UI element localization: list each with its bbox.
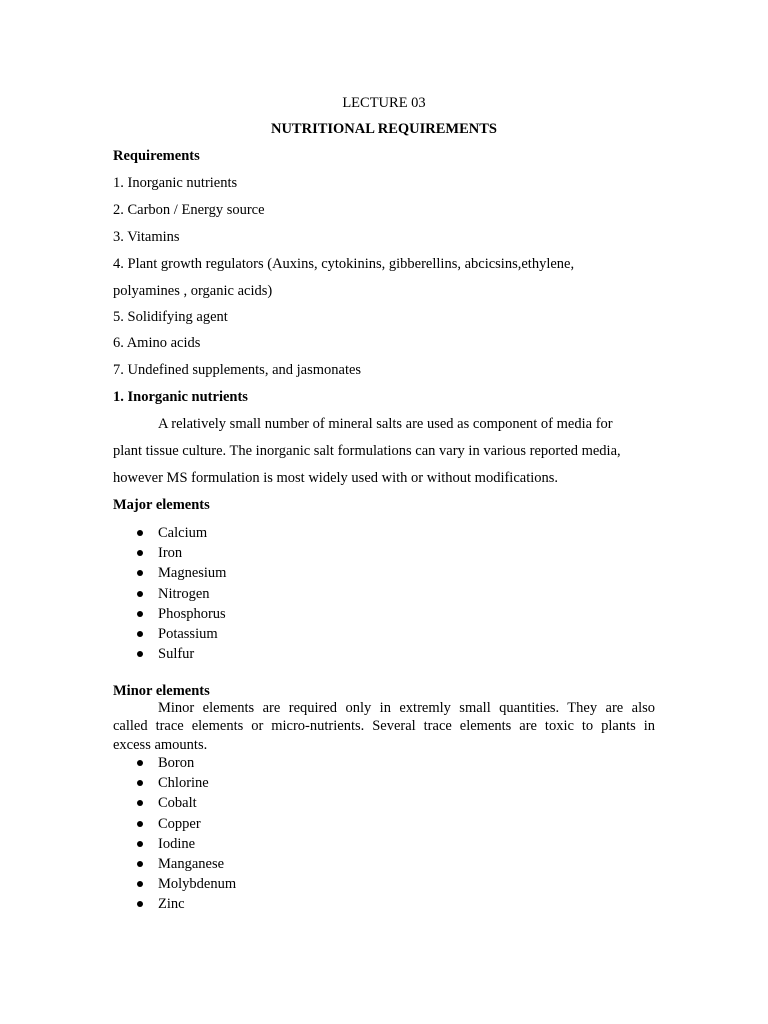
bullet-icon xyxy=(137,901,143,907)
list-item: Zinc xyxy=(113,897,236,917)
list-item: Cobalt xyxy=(113,796,236,816)
minor-paragraph-line: called trace elements or micro-nutrients. Several trace elements are toxic to plants in xyxy=(113,718,655,734)
requirements-heading: Requirements xyxy=(113,148,200,164)
bullet-icon xyxy=(137,530,143,536)
list-item: Phosphorus xyxy=(113,607,226,627)
list-item: Potassium xyxy=(113,627,226,647)
list-item: Chlorine xyxy=(113,776,236,796)
inorganic-paragraph-line: A relatively small number of mineral salts are used as component of media for xyxy=(158,416,613,432)
requirement-item: 6. Amino acids xyxy=(113,335,201,351)
list-item: Sulfur xyxy=(113,647,226,667)
list-item: Iron xyxy=(113,546,226,566)
inorganic-paragraph-line: however MS formulation is most widely used with or without modifications. xyxy=(113,470,559,486)
inorganic-paragraph-line: plant tissue culture. The inorganic salt formulations can vary in various reported media, xyxy=(113,443,621,459)
list-item: Nitrogen xyxy=(113,587,226,607)
bullet-icon xyxy=(137,550,143,556)
requirement-item: 2. Carbon / Energy source xyxy=(113,202,265,218)
requirement-item: 5. Solidifying agent xyxy=(113,309,228,325)
list-item: Molybdenum xyxy=(113,877,236,897)
bullet-icon xyxy=(137,651,143,657)
bullet-icon xyxy=(137,631,143,637)
requirement-item-continuation: polyamines , organic acids) xyxy=(113,283,273,299)
bullet-icon xyxy=(137,780,143,786)
major-elements-list xyxy=(113,526,226,667)
bullet-icon xyxy=(137,800,143,806)
lecture-title: LECTURE 03 xyxy=(342,95,426,111)
inorganic-heading: 1. Inorganic nutrients xyxy=(113,389,248,405)
bullet-icon xyxy=(137,611,143,617)
requirement-item: 7. Undefined supplements, and jasmonates xyxy=(113,362,362,378)
minor-elements-heading: Minor elements xyxy=(113,683,210,699)
main-title: NUTRITIONAL REQUIREMENTS xyxy=(270,121,497,137)
list-item: Calcium xyxy=(113,526,226,546)
bullet-icon xyxy=(137,591,143,597)
bullet-icon xyxy=(137,570,143,576)
list-item: Manganese xyxy=(113,857,236,877)
requirement-item: 4. Plant growth regulators (Auxins, cytokinins, gibberellins, abcicsins,ethylene, xyxy=(113,256,575,272)
minor-elements-list xyxy=(113,756,236,918)
requirement-item: 1. Inorganic nutrients xyxy=(113,175,238,191)
list-item: Iodine xyxy=(113,837,236,857)
major-elements-heading: Major elements xyxy=(113,497,210,513)
bullet-icon xyxy=(137,760,143,766)
bullet-icon xyxy=(137,841,143,847)
bullet-icon xyxy=(137,821,143,827)
list-item: Magnesium xyxy=(113,566,226,586)
list-item: Copper xyxy=(113,817,236,837)
list-item: Boron xyxy=(113,756,236,776)
bullet-icon xyxy=(137,881,143,887)
minor-paragraph-line: Minor elements are required only in extremly small quantities. They are also xyxy=(158,700,655,716)
requirement-item: 3. Vitamins xyxy=(113,229,180,245)
minor-paragraph-line: excess amounts. xyxy=(113,737,208,753)
bullet-icon xyxy=(137,861,143,867)
